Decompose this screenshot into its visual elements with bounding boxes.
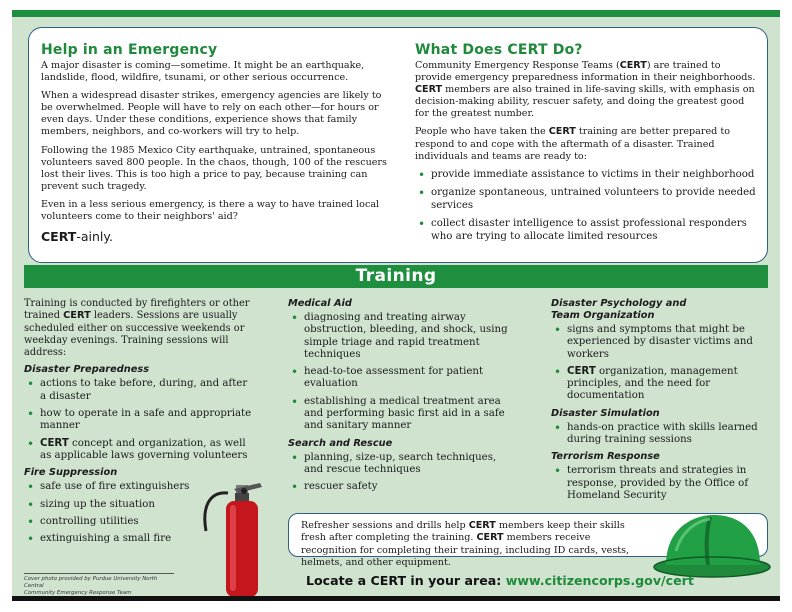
- list-item: • head-to-toe assessment for patient evaluation: [288, 366, 518, 391]
- list-item: • provide immediate assistance to victims in their neighborhood: [415, 169, 759, 182]
- list-item: • planning, size-up, search techniques, and rescue techniques: [288, 452, 518, 477]
- locate-url-link[interactable]: www.citizencorps.gov/cert: [505, 573, 694, 588]
- credit-line-2: Community Emergency Response Team: [24, 590, 132, 596]
- text-span: concept and organization, as well as applicable laws governing volunteers: [40, 437, 248, 461]
- bottom-rule: [12, 596, 780, 601]
- help-paragraph-3: Following the 1985 Mexico City earthquake, untrained, spontaneous volunteers saved 800 people. In the chaos, though, 100 of the rescuers lost their lives. This is too high a price to pay, because training can prevent such tragedy.: [41, 144, 387, 192]
- list-item: • safe use of fire extinguishers: [24, 481, 252, 493]
- text-span: ) are trained to provide emergency preparedness information in their neighborhoods.: [415, 60, 756, 84]
- cert-bold: CERT: [619, 60, 647, 71]
- training-column-2: [288, 298, 518, 499]
- fire-suppression-heading: Fire Suppression: [24, 467, 118, 479]
- page-background: [12, 17, 780, 596]
- certainly-rest: -ainly.: [76, 229, 113, 245]
- list-item: • rescuer safety: [288, 481, 518, 493]
- heading-line-1: Disaster Psychology and: [551, 298, 687, 309]
- text-span: organization, management principles, and the need for documentation: [567, 365, 738, 402]
- simulation-heading: Disaster Simulation: [551, 407, 660, 419]
- text-span: members keep their skills fresh after completing the training.: [301, 520, 625, 544]
- text-span: Community Emergency Response Teams (: [415, 60, 620, 71]
- medical-aid-list: [288, 312, 518, 433]
- text-span: members receive recognition for completing their training, including ID cards, vests, helmets, and other equipment.: [301, 532, 630, 568]
- certainly-bold: CERT: [41, 229, 77, 245]
- cert-heading: What Does CERT Do?: [415, 42, 583, 58]
- list-item: [24, 438, 252, 463]
- help-paragraph-2: When a widespread disaster strikes, emergency agencies are likely to be overwhelmed. People will have to rely on each other—for hours or even days. Under these conditions, experience shows that family members, neighbors, and co-workers will try to help.: [41, 90, 382, 138]
- intro-panel: [28, 27, 768, 263]
- list-item: • diagnosing and treating airway obstruction, bleeding, and shock, using simple triage and rapid treatment techniques: [288, 312, 518, 361]
- list-item: • collect disaster intelligence to assist professional responders who are trying to allocate limited resources: [415, 218, 759, 243]
- text-span: leaders. Sessions are usually scheduled either on successive weekends or weekday evenings. Training sessions will address:: [24, 310, 245, 359]
- text-span: Training is conducted by firefighters or other trained: [24, 298, 250, 322]
- list-item: • extinguishing a small fire: [24, 533, 252, 545]
- list-item: • signs and symptoms that might be experienced by disaster victims and workers: [551, 324, 771, 361]
- locate-line: [306, 573, 694, 588]
- help-heading: Help in an Emergency: [41, 42, 218, 58]
- list-item: • controlling utilities: [24, 516, 252, 528]
- cert-paragraph-1: [415, 60, 759, 120]
- list-item: • how to operate in a safe and appropriate manner: [24, 408, 252, 433]
- list-item: [551, 366, 771, 403]
- cert-bold: CERT: [476, 532, 504, 544]
- cert-bold: CERT: [468, 520, 496, 531]
- cert-bold: CERT: [415, 84, 443, 96]
- help-column: [41, 42, 391, 244]
- terrorism-heading: Terrorism Response: [551, 451, 660, 463]
- simulation-list: [551, 422, 771, 447]
- cert-bold: CERT: [567, 365, 596, 377]
- disaster-preparedness-list: [24, 378, 252, 462]
- training-intro: [24, 298, 252, 359]
- list-item: • sizing up the situation: [24, 499, 252, 511]
- help-paragraph-1: A major disaster is coming—sometime. It might be an earthquake, landslide, flood, wildfire, tsunami, or other serious occurrence.: [41, 60, 365, 84]
- text-span: People who have taken the: [415, 126, 549, 138]
- search-rescue-heading: Search and Rescue: [288, 437, 393, 449]
- cert-ready-list: [415, 169, 759, 244]
- training-column-3: [551, 298, 771, 507]
- text-span: members are also trained in life-saving skills, with emphasis on decision-making ability, rescuer safety, and doing the greatest good for the greatest number.: [415, 84, 755, 120]
- help-paragraph-4: Even in a less serious emergency, is there a way to have trained local volunteers come to their neighbors' aid?: [41, 198, 380, 223]
- psychology-heading: [551, 298, 771, 322]
- disaster-preparedness-heading: Disaster Preparedness: [24, 364, 150, 376]
- text-span: Refresher sessions and drills help: [301, 520, 469, 531]
- fire-extinguisher-icon: [198, 479, 276, 599]
- cert-bold: CERT: [40, 437, 69, 449]
- list-item: • actions to take before, during, and after a disaster: [24, 378, 252, 403]
- list-item: • hands-on practice with skills learned during training sessions: [551, 422, 771, 447]
- cert-bold: CERT: [63, 310, 91, 322]
- text-span: training are better prepared to respond to and cope with the aftermath of a disaster. Trained individuals and teams are ready to:: [415, 126, 730, 162]
- search-rescue-list: [288, 452, 518, 494]
- cert-column: [415, 42, 759, 249]
- cert-paragraph-2: [415, 126, 759, 162]
- training-banner: Training: [24, 265, 768, 288]
- credit-line-1: Cover photo provided by Purdue University North Central: [24, 576, 158, 589]
- helmet-icon: [652, 511, 772, 581]
- refresher-text: [301, 520, 641, 569]
- locate-label: Locate a CERT in your area:: [306, 573, 506, 588]
- terrorism-list: [551, 465, 771, 502]
- heading-line-2: Team Organization: [551, 310, 655, 321]
- list-item: • establishing a medical treatment area and performing basic first aid in a safe and sanitary manner: [288, 396, 518, 433]
- cert-bold: CERT: [548, 126, 576, 138]
- photo-credit: [24, 573, 174, 597]
- list-item: • organize spontaneous, untrained volunteers to provide needed services: [415, 187, 759, 212]
- psychology-list: [551, 324, 771, 403]
- certainly-line: [41, 229, 391, 244]
- medical-aid-heading: Medical Aid: [288, 298, 352, 309]
- top-rule: [12, 10, 780, 17]
- list-item: • terrorism threats and strategies in response, provided by the Office of Homeland Security: [551, 465, 771, 502]
